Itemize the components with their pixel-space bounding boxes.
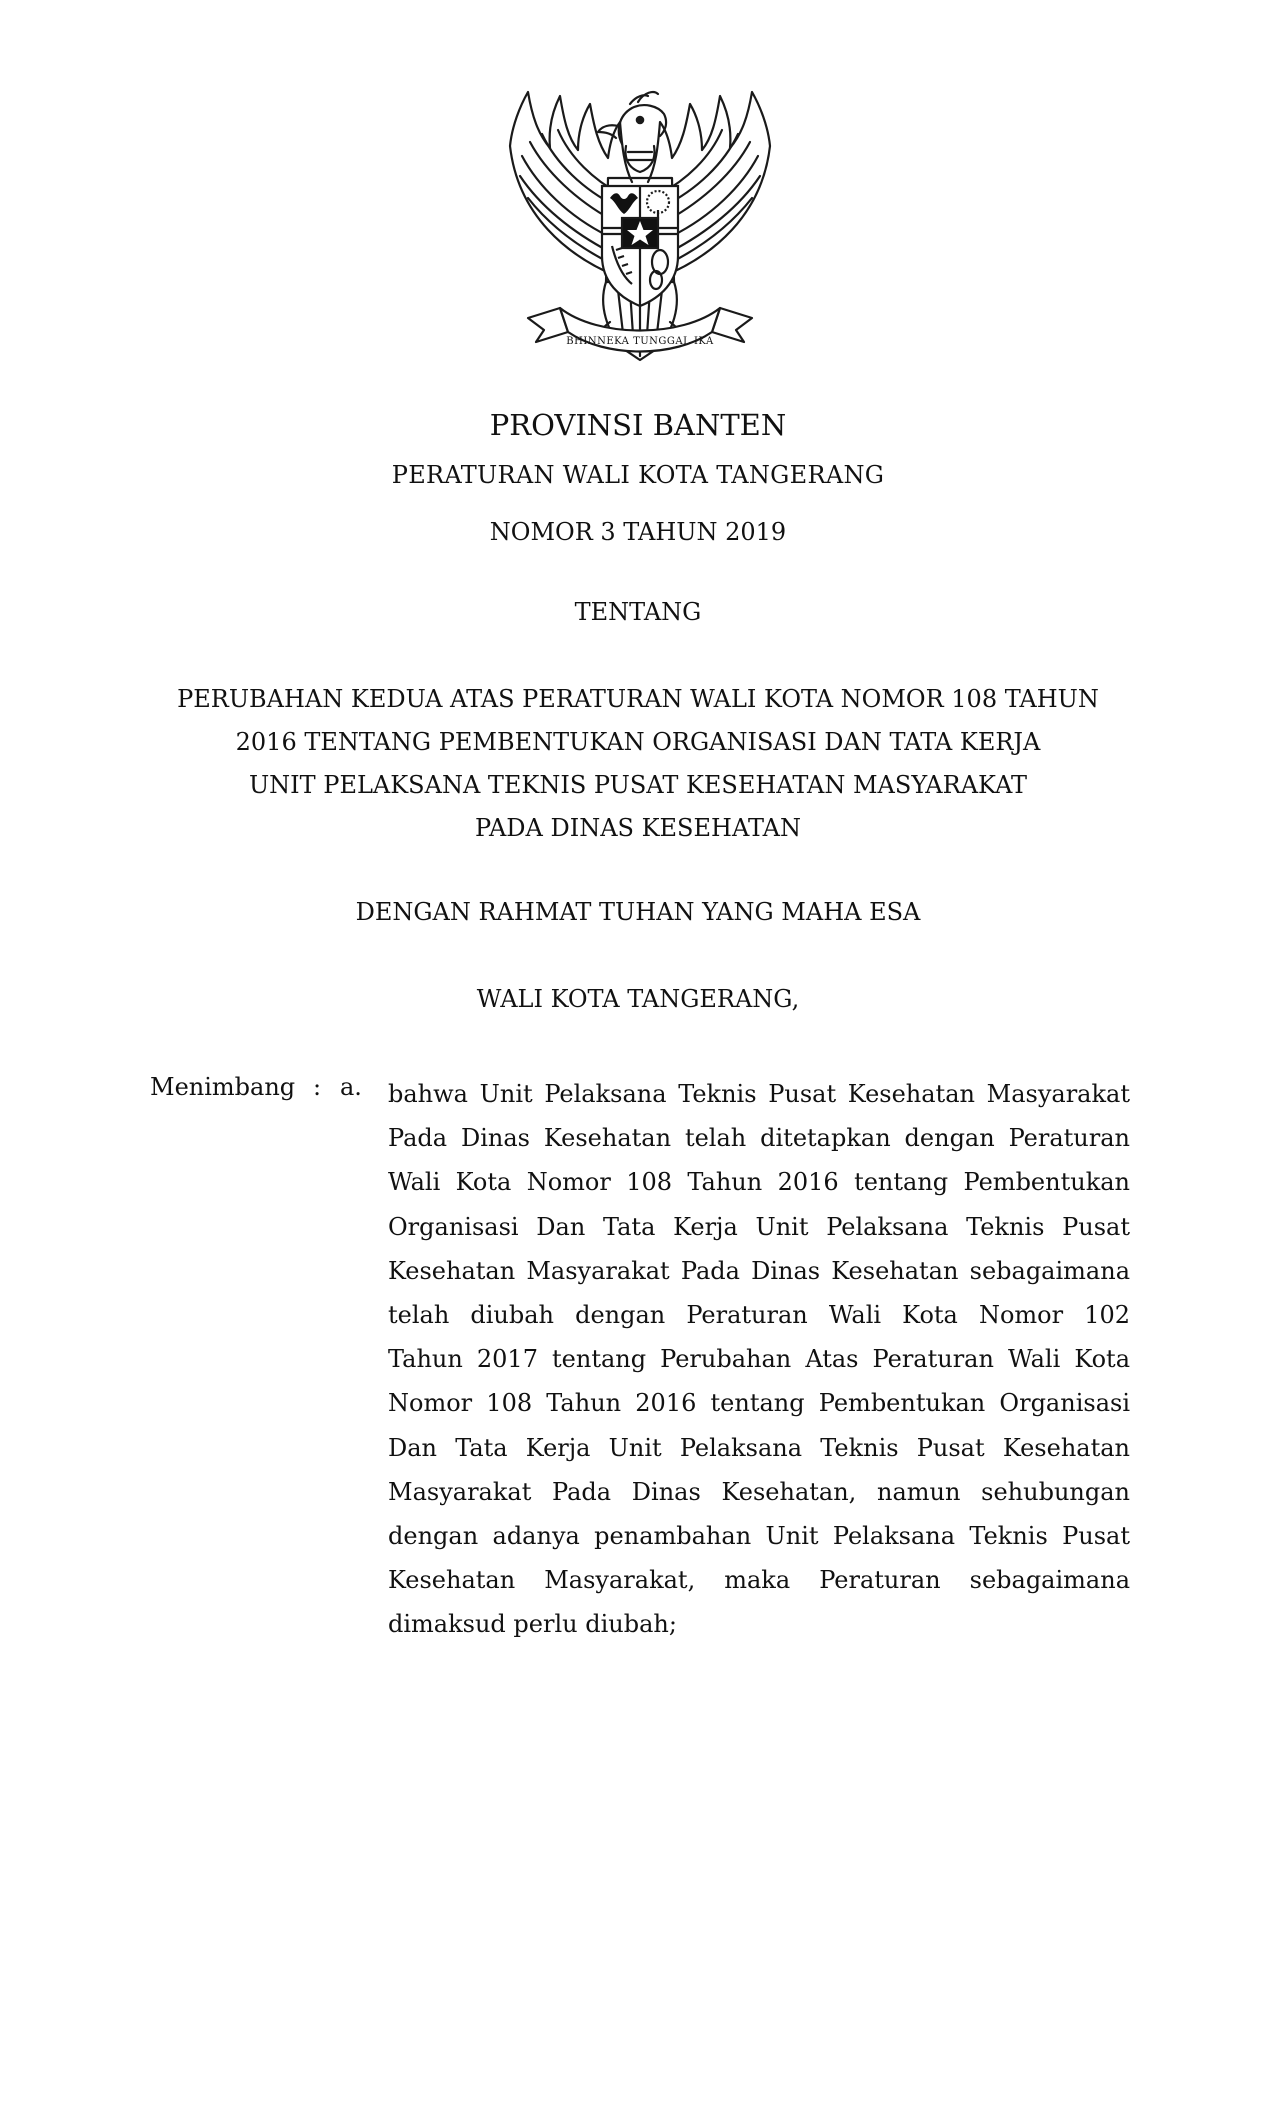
subject-line: PERUBAHAN KEDUA ATAS PERATURAN WALI KOTA NOMOR 108 TAHUN <box>177 685 1099 713</box>
preamble-rahmat: DENGAN RAHMAT TUHAN YANG MAHA ESA <box>355 898 921 926</box>
consideration-line: bahwa Unit Pelaksana Teknis Pusat Kesehatan Masyarakat <box>388 1080 1130 1108</box>
svg-text:BHINNEKA TUNGGAL IKA: BHINNEKA TUNGGAL IKA <box>566 336 714 347</box>
subject-line: UNIT PELAKSANA TEKNIS PUSAT KESEHATAN MASYARAKAT <box>248 771 1028 799</box>
consideration-line: Kesehatan Masyarakat Pada Dinas Kesehatan sebagaimana <box>388 1256 1130 1285</box>
consideration-line: Dan Tata Kerja Unit Pelaksana Teknis Pusat Kesehatan <box>388 1433 1130 1462</box>
considerations-colon: : <box>313 1073 322 1101</box>
consideration-line: Kesehatan Masyarakat, maka Peraturan sebagaimana <box>388 1566 1130 1595</box>
about-heading: TENTANG <box>574 598 702 626</box>
consideration-line: telah diubah dengan Peraturan Wali Kota Nomor 102 <box>388 1300 1130 1329</box>
consideration-line: Pada Dinas Kesehatan telah ditetapkan dengan Peraturan <box>388 1124 1130 1153</box>
consideration-item-letter: a. <box>340 1073 362 1101</box>
consideration-line: dimaksud perlu diubah; <box>388 1610 677 1639</box>
garuda-pancasila-emblem-icon <box>498 86 782 386</box>
considerations-label: Menimbang <box>150 1073 296 1101</box>
preamble-authority: WALI KOTA TANGERANG, <box>476 985 800 1013</box>
consideration-line: Organisasi Dan Tata Kerja Unit Pelaksana Teknis Pusat <box>388 1212 1130 1241</box>
consideration-line: Masyarakat Pada Dinas Kesehatan, namun sehubungan <box>388 1477 1130 1506</box>
consideration-line: Tahun 2017 tentang Perubahan Atas Peraturan Wali Kota <box>388 1345 1130 1374</box>
consideration-item-text <box>388 1072 1130 1646</box>
consideration-line: Wali Kota Nomor 108 Tahun 2016 tentang Pembentukan <box>388 1168 1130 1197</box>
subject-line: PADA DINAS KESEHATAN <box>475 814 801 842</box>
regulation-number: NOMOR 3 TAHUN 2019 <box>489 518 787 546</box>
regulation-subject <box>0 678 1276 850</box>
consideration-line: dengan adanya penambahan Unit Pelaksana Teknis Pusat <box>388 1521 1130 1550</box>
regulation-title: PERATURAN WALI KOTA TANGERANG <box>391 461 885 489</box>
subject-line: 2016 TENTANG PEMBENTUKAN ORGANISASI DAN TATA KERJA <box>235 728 1041 756</box>
consideration-line: Nomor 108 Tahun 2016 tentang Pembentukan Organisasi <box>388 1389 1130 1418</box>
province-title: PROVINSI BANTEN <box>489 408 787 442</box>
